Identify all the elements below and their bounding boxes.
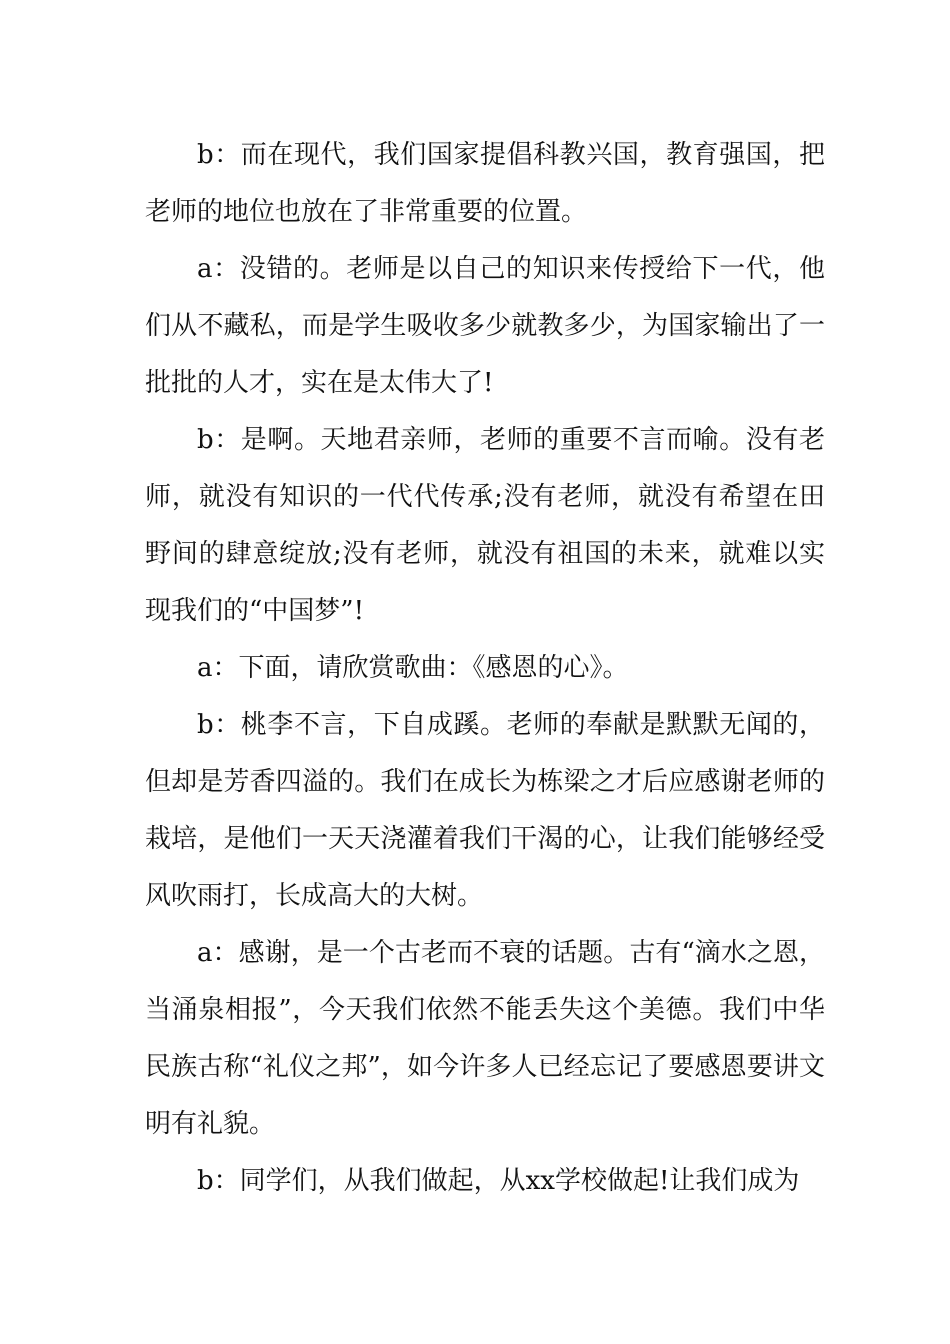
paragraph-3: b：是啊。天地君亲师，老师的重要不言而喻。没有老师，就没有知识的一代代传承;没有老师，就没有希望在田野间的肆意绽放;没有老师，就没有祖国的未来，就难以实现我们的“中国梦”! xyxy=(145,425,825,626)
paragraph-7: b：同学们，从我们做起，从xx学校做起!让我们成为 xyxy=(197,1166,800,1196)
paragraph-5: b：桃李不言，下自成蹊。老师的奉献是默默无闻的，但却是芳香四溢的。我们在成长为栋梁之才后应感谢老师的栽培，是他们一天天浇灌着我们干渴的心，让我们能够经受风吹雨打，长成高大的大树。 xyxy=(145,710,825,911)
document-body xyxy=(145,127,825,1210)
paragraph-4: a：下面，请欣赏歌曲：《感恩的心》。 xyxy=(197,653,629,683)
paragraph-1: b：而在现代，我们国家提倡科教兴国，教育强国，把老师的地位也放在了非常重要的位置。 xyxy=(145,140,825,227)
paragraph-2: a：没错的。老师是以自己的知识来传授给下一代，他们从不藏私，而是学生吸收多少就教多少，为国家输出了一批批的人才，实在是太伟大了! xyxy=(145,254,825,398)
paragraph-6: a：感谢，是一个古老而不衰的话题。古有“滴水之恩，当涌泉相报”，今天我们依然不能丢失这个美德。我们中华民族古称“礼仪之邦”，如今许多人已经忘记了要感恩要讲文明有礼貌。 xyxy=(145,938,825,1139)
